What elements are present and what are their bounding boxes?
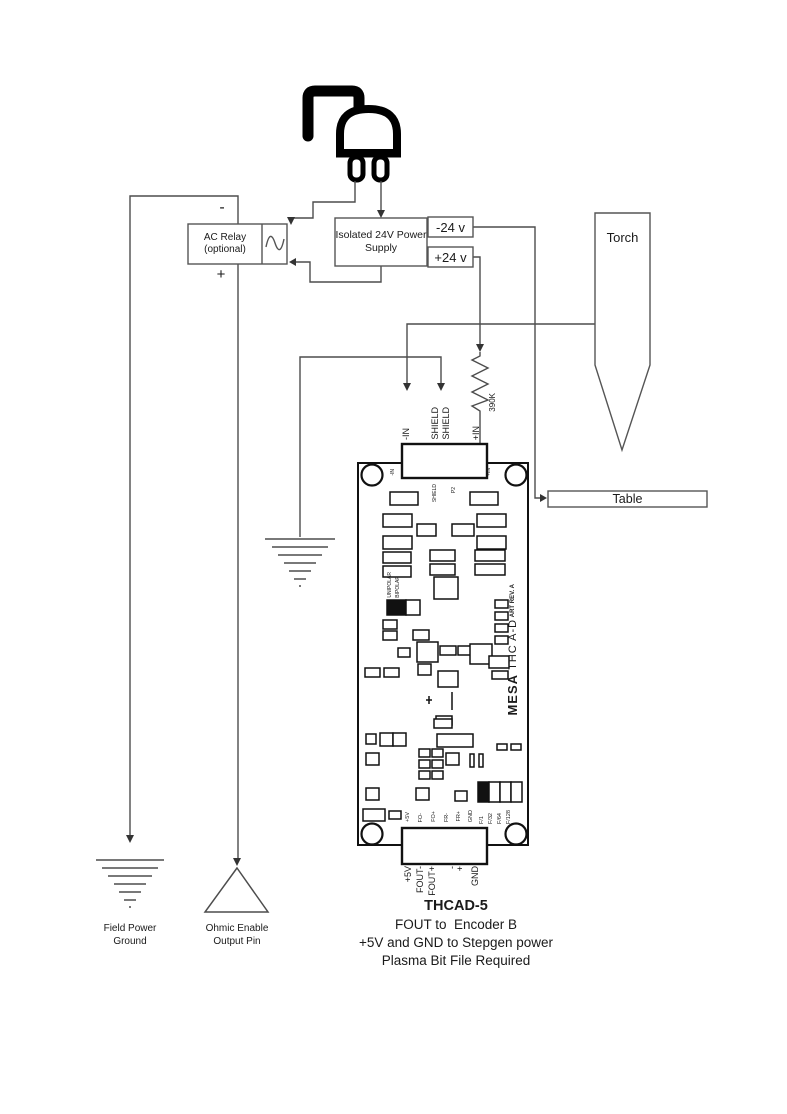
input-terminal-shield-2: SHIELD: [441, 407, 451, 440]
neg24-label: -24 v: [436, 219, 465, 235]
board-unipolar-label: UNIPOLAR: [387, 572, 393, 598]
arrow-into-supply: [377, 210, 385, 218]
arrow-into-resistor: [476, 344, 484, 352]
board-freq-f128: F/128: [506, 809, 512, 824]
thcad-board: [358, 444, 528, 864]
mesa-logo: MESA: [505, 674, 520, 716]
caption-line-3: Plasma Bit File Required: [381, 953, 531, 968]
torch-label: Torch: [606, 229, 639, 245]
arrow-into-field-ground: [126, 835, 134, 843]
wire-pos24-to-resistor: [473, 257, 480, 348]
mount-hole: [506, 824, 527, 845]
board-pin-fr-pos: FR+: [456, 811, 462, 822]
input-terminal-pos-in: +IN: [471, 425, 481, 440]
ohmic-enable-label: Ohmic Enable Output Pin: [205, 923, 269, 947]
bottom-terminal-connector: [402, 828, 487, 864]
freq-jumper-block: [478, 782, 489, 802]
table-label: Table: [612, 492, 643, 506]
caption-line-2: +5V and GND to Stepgen power: [359, 935, 553, 950]
torch-shape: [595, 213, 650, 450]
top-terminal-connector: [402, 444, 487, 478]
caption-block: [330, 897, 582, 970]
arrow-into-table: [540, 494, 547, 502]
input-terminal-neg-in: -IN: [401, 428, 411, 440]
wire-torch-to-negin: [407, 324, 595, 386]
mount-hole: [506, 465, 527, 486]
board-pin-pos-in: +IN: [486, 468, 492, 476]
board-freq-f1: F/1: [479, 816, 485, 824]
pos24-label: +24 v: [434, 249, 467, 265]
power-supply-label: Isolated 24V Power Supply: [335, 229, 427, 254]
board-model: THC A-D: [507, 619, 519, 671]
earth-ground-symbol-shield: [265, 539, 335, 586]
relay-minus-label: -: [219, 199, 225, 216]
board-shield-label: SHIELD: [432, 483, 438, 502]
caption-line-1: FOUT to Encoder B: [394, 917, 518, 932]
board-brand-block: [505, 584, 521, 716]
board-pin-gnd: GND: [468, 809, 474, 822]
output-terminal-plus: +: [455, 866, 465, 872]
board-pin-fr-neg: FR-: [444, 812, 450, 822]
board-rev: ART REV. A: [510, 584, 516, 618]
wire-plug-to-relay: [291, 181, 355, 222]
power-plug-icon: [308, 91, 401, 180]
arrow-into-relay-right: [289, 258, 296, 266]
earth-ground-symbol-field: [96, 860, 164, 907]
caption-title: THCAD-5: [424, 898, 488, 914]
board-pin-neg-in: -IN: [390, 469, 396, 476]
output-terminal-fout-pos: FOUT+: [427, 866, 437, 896]
input-terminal-shield-1: SHIELD: [430, 407, 440, 440]
relay-plus-label: +: [216, 265, 226, 283]
output-terminal-5v: +5V: [403, 866, 413, 883]
arrow-into-shield: [437, 383, 445, 391]
triangle-pin-symbol: [205, 868, 268, 912]
board-pin-5v: +5V: [405, 812, 411, 822]
wire-relay-minus-to-fieldground: [130, 196, 238, 838]
mount-hole: [362, 465, 383, 486]
board-p2-label: P2: [451, 486, 457, 493]
arrow-into-relay-top: [287, 217, 295, 225]
output-terminal-minus: -: [447, 866, 457, 869]
arrow-into-ohmic-pin: [233, 858, 241, 866]
board-bipolar-label: BIPOLAR: [395, 576, 401, 598]
mount-hole: [362, 824, 383, 845]
board-pin-fo-neg: FO-: [418, 812, 424, 822]
board-freq-f32: F/32: [488, 812, 494, 824]
board-freq-f64: F/64: [497, 812, 503, 824]
output-terminal-gnd: GND: [470, 866, 480, 886]
resistor-value-label: 390K: [488, 393, 497, 412]
output-terminal-fout-neg: FOUT-: [415, 866, 425, 893]
ac-relay-label: AC Relay (optional): [203, 232, 247, 255]
arrow-into-neg-in: [403, 383, 411, 391]
field-power-ground-label: Field Power Ground: [103, 923, 157, 947]
board-pin-fo-pos: FO+: [431, 811, 437, 822]
